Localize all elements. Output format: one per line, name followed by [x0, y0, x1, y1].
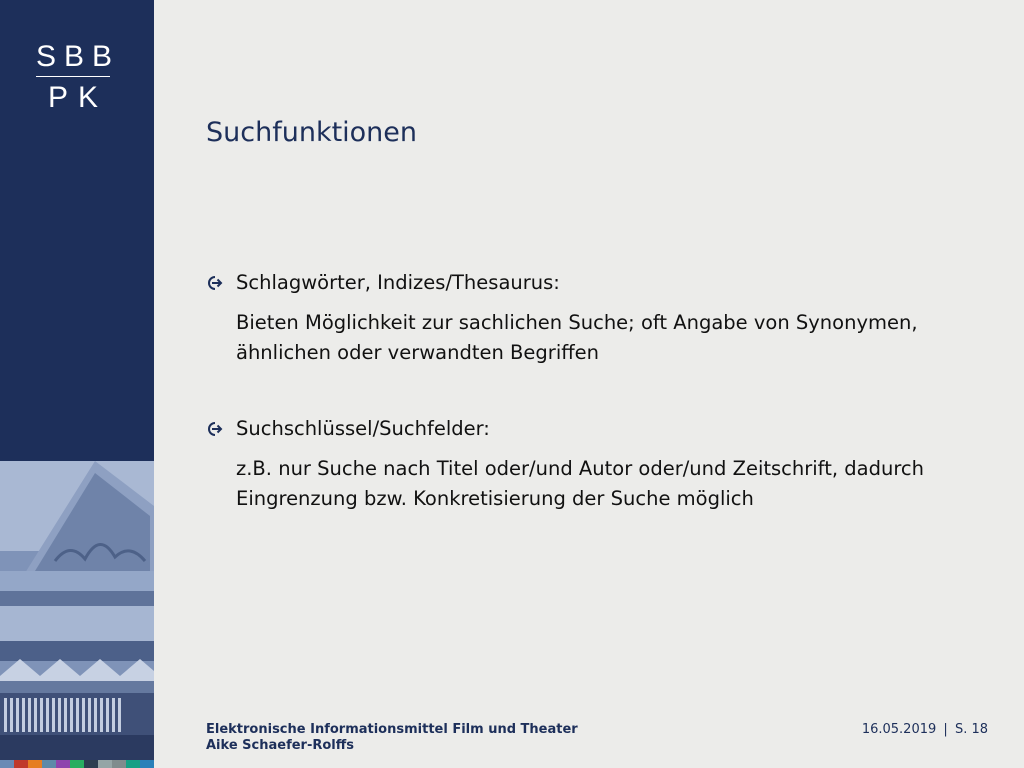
color-strip-segment — [56, 760, 70, 768]
color-strip — [0, 760, 154, 768]
logo-bottom-text: PK — [47, 81, 109, 114]
library-building-photo — [0, 461, 154, 760]
color-strip-segment — [126, 760, 140, 768]
footer-course: Elektronische Informationsmittel Film und Theater — [206, 722, 578, 737]
logo-top-text: SBB — [36, 40, 121, 73]
circle-arrow-right-icon — [206, 414, 236, 444]
color-strip-segment — [28, 760, 42, 768]
footer-left — [206, 722, 578, 754]
color-strip-segment — [42, 760, 56, 768]
color-strip-segment — [140, 760, 154, 768]
slide-title: Suchfunktionen — [206, 117, 418, 148]
bullet-list — [206, 268, 946, 560]
bullet-heading: Suchschlüssel/Suchfelder: — [236, 417, 490, 440]
sidebar — [0, 0, 154, 768]
circle-arrow-right-icon — [206, 268, 236, 298]
color-strip-segment — [98, 760, 112, 768]
color-strip-segment — [112, 760, 126, 768]
logo-divider — [36, 76, 110, 77]
bullet-item — [206, 268, 946, 368]
footer-right — [862, 722, 988, 738]
bullet-heading: Schlagwörter, Indizes/Thesaurus: — [236, 271, 560, 294]
bullet-item — [206, 414, 946, 514]
sbb-pk-logo — [28, 40, 121, 115]
footer-separator: | — [943, 722, 948, 737]
color-strip-segment — [0, 760, 14, 768]
color-strip-segment — [70, 760, 84, 768]
color-strip-segment — [14, 760, 28, 768]
footer-date: 16.05.2019 — [861, 722, 937, 737]
footer-page-number: S. 18 — [954, 722, 988, 737]
footer-author: Aike Schaefer-Rolffs — [206, 738, 355, 753]
bullet-description: z.B. nur Suche nach Titel oder/und Autor oder/und Zeitschrift, dadurch Eingrenzung bzw. Konkretisierung der Suche möglich — [236, 457, 924, 510]
color-strip-segment — [84, 760, 98, 768]
bullet-description: Bieten Möglichkeit zur sachlichen Suche; oft Angabe von Synonymen, ähnlichen oder verwandten Begriffen — [236, 311, 918, 364]
